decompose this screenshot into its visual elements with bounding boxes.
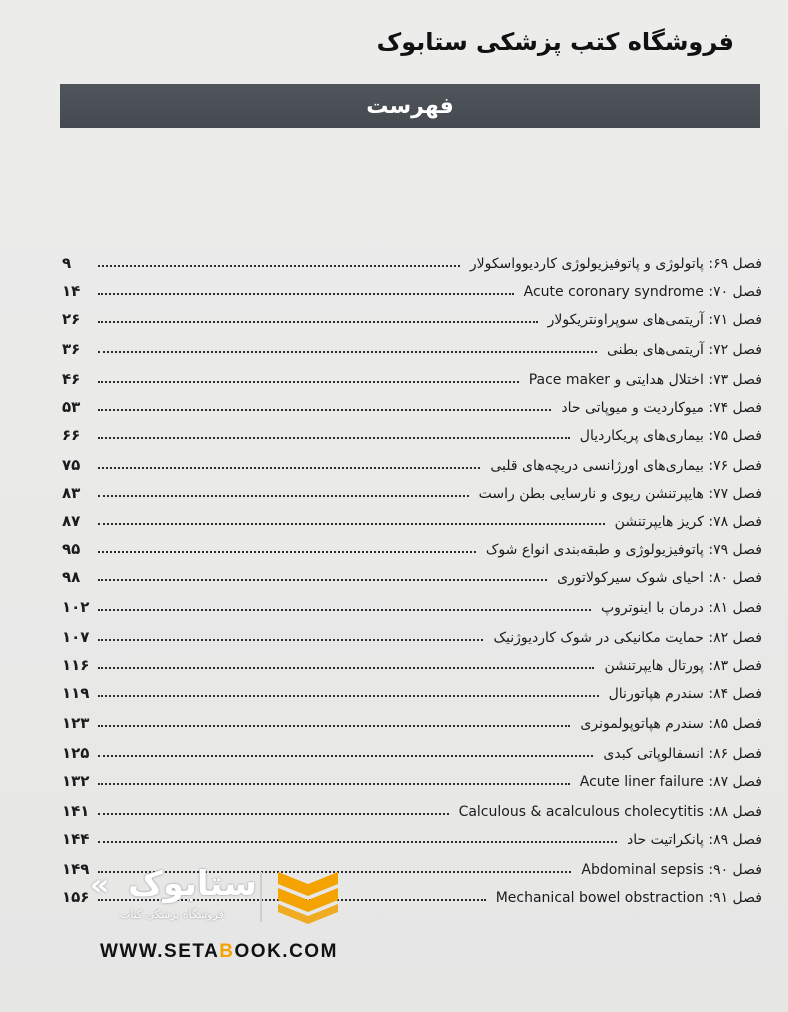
toc-entry-title: فصل ۷۳: اختلال هدایتی و Pace maker xyxy=(528,372,762,388)
toc-entry-title: فصل ۹۰: Abdominal sepsis xyxy=(581,862,762,878)
dot-leader xyxy=(98,840,617,843)
book-chevron-icon xyxy=(276,868,340,924)
toc-entry xyxy=(62,278,762,300)
toc-entry-page: ۴۶ xyxy=(62,370,81,388)
toc-entry-title: فصل ۷۵: بیماری‌های پریکاردیال xyxy=(579,428,762,444)
dot-leader xyxy=(98,754,593,757)
toc-entry xyxy=(62,422,762,444)
toc-entry xyxy=(62,594,762,616)
url-suffix: OOK.COM xyxy=(234,941,338,962)
toc-entry-title: فصل ۸۸: Calculous & acalculous cholecytitis xyxy=(458,804,762,820)
toc-entry-title: فصل ۶۹: پاتولوژی و پاتوفیزیولوژی کاردیوواسکولار xyxy=(469,256,762,272)
dot-leader xyxy=(98,292,514,295)
toc-entry xyxy=(62,366,762,388)
toc-entry-title: فصل ۷۱: آریتمی‌های سوپراونتریکولار xyxy=(547,312,762,328)
toc-entry xyxy=(62,508,762,530)
toc-entry-page: ۱۵۶ xyxy=(62,888,90,906)
toc-entry-page: ۱۲۳ xyxy=(62,714,90,732)
toc-entry-page: ۶۶ xyxy=(62,426,81,444)
toc-banner xyxy=(60,84,760,128)
toc-entry-title: فصل ۷۹: پاتوفیزیولوژی و طبقه‌بندی انواع شوک xyxy=(485,542,762,558)
logo-name: ستابوک xyxy=(128,864,257,904)
setabook-logo xyxy=(80,862,350,932)
dot-leader xyxy=(98,550,476,553)
dot-leader xyxy=(98,436,570,439)
toc-entry xyxy=(62,336,762,358)
toc-entry-title: فصل ۸۲: حمایت مکانیکی در شوک کاردیوژنیک xyxy=(493,630,762,646)
website-url[interactable] xyxy=(100,941,338,963)
toc-entry-title: فصل ۷۲: آریتمی‌های بطنی xyxy=(607,342,762,358)
toc-entry-page: ۲۶ xyxy=(62,310,81,328)
toc-entry-title: فصل ۷۷: هایپرتنشن ریوی و نارسایی بطن راست xyxy=(478,486,762,502)
toc-entry-title: فصل ۸۳: پورتال هایپرتنشن xyxy=(604,658,762,674)
toc-entry-page: ۹۸ xyxy=(62,568,81,586)
toc-entry-page: ۷۵ xyxy=(62,456,81,474)
toc-entry-page: ۱۱۶ xyxy=(62,656,90,674)
toc-entry-page: ۱۳۲ xyxy=(62,772,90,790)
toc-entry xyxy=(62,536,762,558)
toc-entry-page: ۱۴۹ xyxy=(62,860,90,878)
toc-entry-page: ۸۷ xyxy=(62,512,81,530)
toc-entry-title: فصل ۸۷: Acute liner failure xyxy=(579,774,762,790)
toc-entry xyxy=(62,394,762,416)
dot-leader xyxy=(98,522,605,525)
toc-entry xyxy=(62,250,762,272)
toc-entry-page: ۱۰۲ xyxy=(62,598,90,616)
toc-entry-page: ۱۰۷ xyxy=(62,628,90,646)
dot-leader xyxy=(98,466,480,469)
chevrons-icon: « xyxy=(90,868,102,903)
url-accent: B xyxy=(219,941,235,962)
toc-entry xyxy=(62,768,762,790)
toc-entry-page: ۱۲۵ xyxy=(62,744,90,762)
toc-entry xyxy=(62,452,762,474)
toc-entry-title: فصل ۸۴: سندرم هپاتورنال xyxy=(608,686,762,702)
toc-entry-title: فصل ۷۰: Acute coronary syndrome xyxy=(523,284,762,300)
logo-subtitle: فروشگاه پزشکی کتاب xyxy=(120,908,224,921)
dot-leader xyxy=(98,380,519,383)
toc-entry-page: ۹ xyxy=(62,254,72,272)
dot-leader xyxy=(98,724,570,727)
toc-entry-title: فصل ۸۱: درمان با اینوتروپ xyxy=(600,600,762,616)
dot-leader xyxy=(98,812,449,815)
toc-heading: فهرست xyxy=(366,93,454,119)
toc-entry-title: فصل ۸۹: پانکراتیت حاد xyxy=(627,832,762,848)
toc-entry-page: ۱۴۴ xyxy=(62,830,90,848)
toc-entry-title: فصل ۸۶: انسفالوپاتی کبدی xyxy=(603,746,762,762)
toc-entry-page: ۳۶ xyxy=(62,340,81,358)
toc-entry xyxy=(62,624,762,646)
toc-entry-page: ۱۴ xyxy=(62,282,81,300)
toc-entry-page: ۱۱۹ xyxy=(62,684,90,702)
dot-leader xyxy=(98,666,594,669)
toc-entry xyxy=(62,480,762,502)
toc-entry-title: فصل ۷۶: بیماری‌های اورژانسی دریچه‌های قلبی xyxy=(490,458,762,474)
toc-entry-title: فصل ۷۴: میوکاردیت و میوپاتی حاد xyxy=(561,400,762,416)
dot-leader xyxy=(98,608,591,611)
toc-entry-page: ۱۴۱ xyxy=(62,802,90,820)
dot-leader xyxy=(98,782,570,785)
toc-entry-title: فصل ۷۸: کریز هایپرتنشن xyxy=(614,514,762,530)
dot-leader xyxy=(98,578,547,581)
dot-leader xyxy=(98,320,538,323)
toc-entry-page: ۵۳ xyxy=(62,398,81,416)
dot-leader xyxy=(98,350,597,353)
dot-leader xyxy=(98,494,469,497)
toc-entry xyxy=(62,798,762,820)
dot-leader xyxy=(98,638,483,641)
toc-entry xyxy=(62,306,762,328)
toc-entry-page: ۸۳ xyxy=(62,484,81,502)
toc-entry xyxy=(62,826,762,848)
dot-leader xyxy=(98,694,599,697)
logo-divider xyxy=(260,872,262,922)
toc-entry xyxy=(62,564,762,586)
toc-entry-title: فصل ۸۰: احیای شوک سیرکولاتوری xyxy=(557,570,762,586)
url-prefix: WWW.SETA xyxy=(100,941,220,962)
store-title: فروشگاه کتب پزشکی ستابوک xyxy=(376,28,734,56)
toc-entry xyxy=(62,652,762,674)
toc-entry-title: فصل ۸۵: سندرم هپاتوپولمونری xyxy=(580,716,762,732)
dot-leader xyxy=(98,264,460,267)
toc-entry xyxy=(62,710,762,732)
toc-entry xyxy=(62,740,762,762)
toc-entry-title: فصل ۹۱: Mechanical bowel obstraction xyxy=(495,890,762,906)
toc-entry-page: ۹۵ xyxy=(62,540,81,558)
toc-entry xyxy=(62,680,762,702)
dot-leader xyxy=(98,408,551,411)
